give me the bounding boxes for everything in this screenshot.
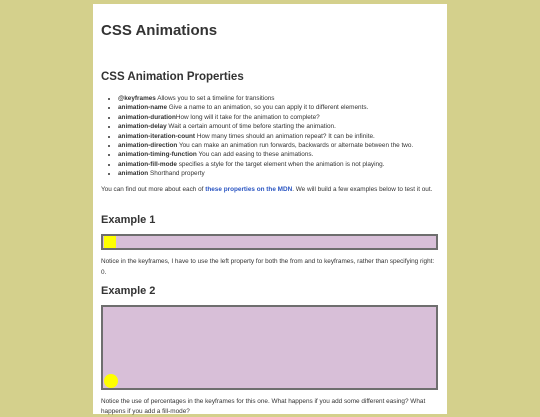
list-item: • animation-timing-function You can add easing to these animations. <box>118 150 438 159</box>
properties-list <box>118 94 438 179</box>
properties-heading: CSS Animation Properties <box>101 71 244 83</box>
example-1-heading: Example 1 <box>101 214 156 226</box>
example-2-box <box>101 305 438 390</box>
list-item: • animation-iteration-count How many times should an animation repeat? It can be infinite. <box>118 132 438 141</box>
example-1-square <box>104 236 116 248</box>
mdn-link[interactable]: these properties on the MDN <box>205 186 293 193</box>
list-item: • @keyframes Allows you to set a timeline for transitions <box>118 94 438 103</box>
list-item: • animation-fill-mode specifies a style for the target element when the animation is not playing. <box>118 160 438 169</box>
example-2-ball <box>104 374 118 388</box>
content-page <box>93 4 447 414</box>
example-2-note: Notice the use of percentages in the keyframes for this one. What happens if you add some different easing? What happens if you add a fill-mode? <box>101 398 426 415</box>
list-item: • animation-durationHow long will it take for the animation to complete? <box>118 113 438 122</box>
page-title: CSS Animations <box>101 22 218 39</box>
list-item: • animation Shorthand property <box>118 169 438 178</box>
list-item: • animation-direction You can make an animation run forwards, backwards or alternate between the two. <box>118 141 438 150</box>
list-item: • animation-delay Wait a certain amount of time before starting the animation. <box>118 122 438 131</box>
more-info-text: You can find out more about each of these properties on the MDN. We will build a few examples below to test it out. <box>101 186 433 193</box>
example-2-heading: Example 2 <box>101 285 156 297</box>
list-item: • animation-name Give a name to an animation, so you can apply it to different elements. <box>118 103 438 112</box>
example-1-note: Notice in the keyframes, I have to use the left property for both the from and to keyframes, rather than specifying right: 0. <box>101 258 435 276</box>
example-1-box <box>101 234 438 250</box>
